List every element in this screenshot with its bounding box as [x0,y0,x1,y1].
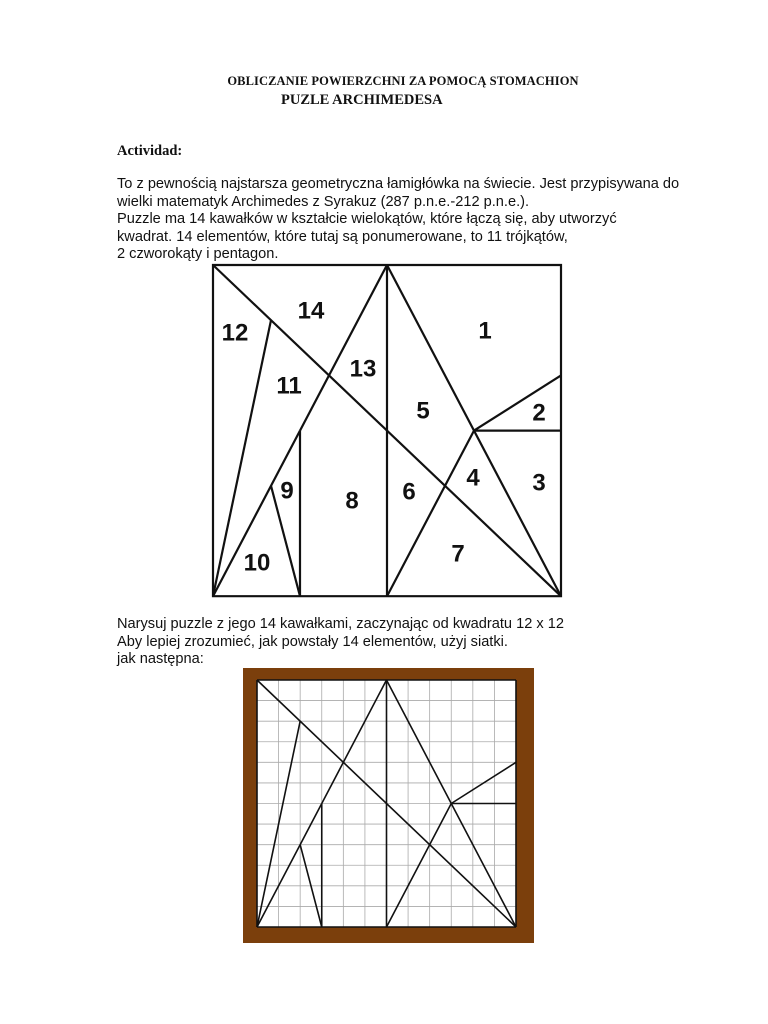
intro-line: To z pewnością najstarsza geometryczna łamigłówka na świecie. Jest przypisywana do [117,176,680,192]
piece-label-10: 10 [243,549,271,577]
intro-paragraph [117,176,717,264]
intro-line: wielki matematyk Archimedes z Syrakuz (287 p.n.e.-212 p.n.e.). [117,193,530,210]
piece-label-9: 9 [280,477,294,505]
piece-label-12: 12 [221,319,249,347]
instruction-paragraph [117,616,717,669]
instruction-line: jak następna: [117,651,204,668]
document-title: OBLICZANIE POWIERZCHNI ZA POMOCĄ STOMACHION [227,74,579,88]
instruction-line: Aby lepiej zrozumieć, jak powstały 14 elementów, użyj siatki. [117,633,508,650]
puzzle-line [474,375,561,430]
intro-line: kwadrat. 14 elementów, które tutaj są ponumerowane, to 11 trójkątów, [117,228,568,245]
piece-label-14: 14 [297,297,325,325]
piece-label-4: 4 [466,464,480,492]
piece-label-3: 3 [532,469,546,497]
piece-label-7: 7 [451,540,465,568]
grid-puzzle-figure [243,668,534,943]
stomachion-puzzle-figure [210,263,564,599]
piece-label-1: 1 [478,317,492,345]
puzzle-line [387,431,474,597]
piece-label-5: 5 [416,397,430,425]
instruction-line: Narysuj puzzle z jego 14 kawałkami, zaczynając od kwadratu 12 x 12 [117,616,564,632]
intro-line: 2 czworokąty i pentagon. [117,246,279,263]
piece-label-6: 6 [402,478,416,506]
section-heading: Actividad: [117,143,183,159]
piece-label-8: 8 [345,487,359,515]
puzzle-line [297,265,387,431]
piece-label-2: 2 [532,399,546,427]
document-subtitle: PUZLE ARCHIMEDESA [281,92,443,108]
piece-label-11: 11 [276,372,302,400]
piece-label-13: 13 [349,355,377,383]
intro-line: Puzzle ma 14 kawałków w kształcie wielokątów, które łączą się, aby utworzyć [117,211,617,228]
